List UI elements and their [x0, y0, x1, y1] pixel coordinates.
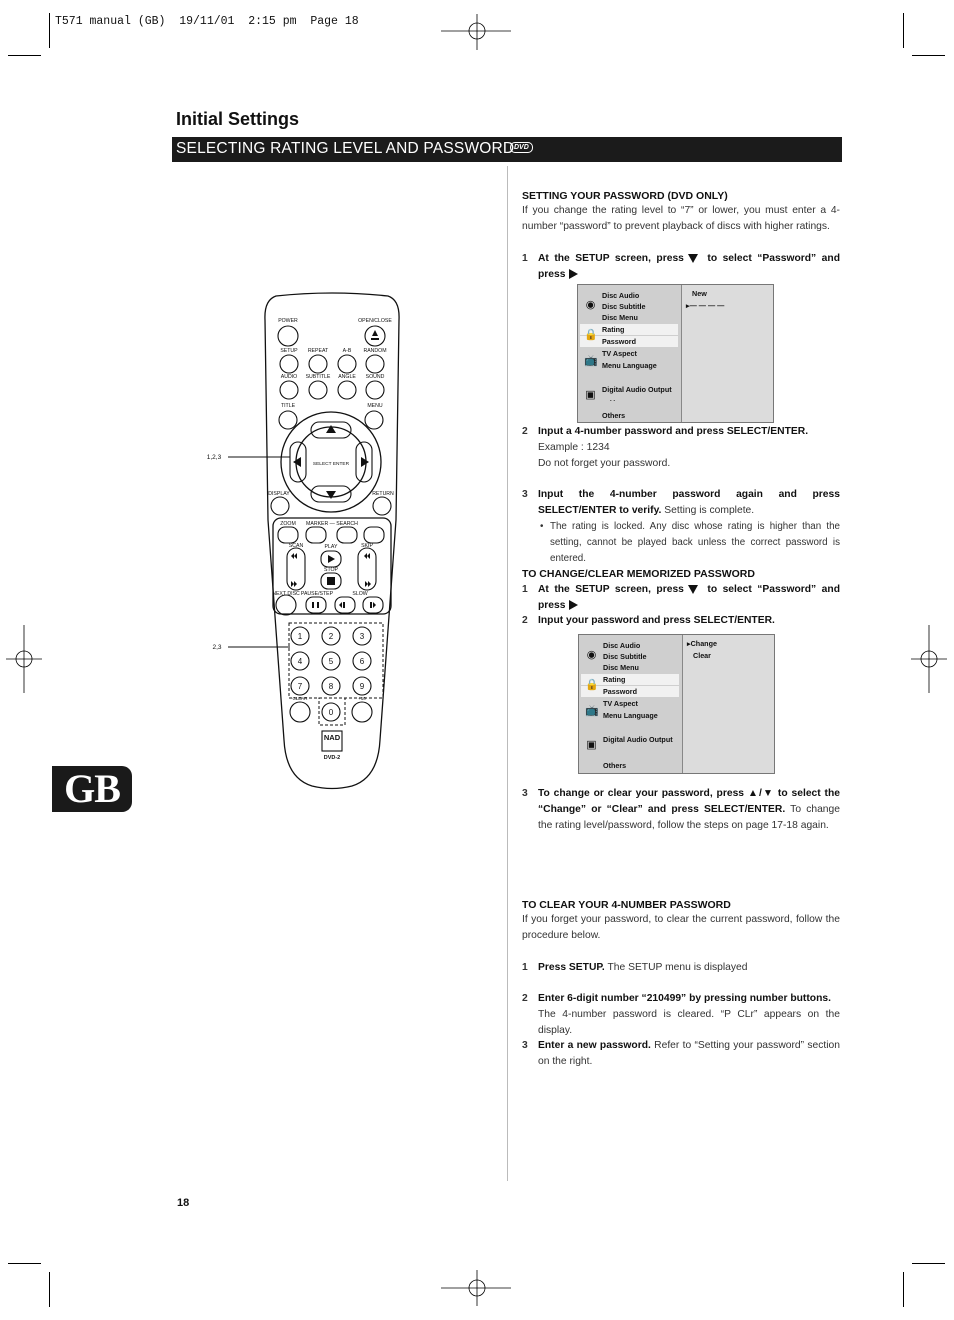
menu-item-tv-aspect[interactable]: TV Aspect: [603, 699, 638, 708]
menu-item-menu-language[interactable]: Menu Language: [602, 361, 657, 370]
angle-button[interactable]: [338, 381, 356, 399]
setting-step-1: [522, 251, 840, 283]
disc-icon: ◉: [586, 649, 597, 661]
menu-item-disc-subtitle[interactable]: Disc Subtitle: [602, 302, 646, 311]
step-text: Setting is complete.: [664, 505, 755, 516]
remote-angle-label: ANGLE: [338, 374, 356, 380]
column-divider: [507, 166, 508, 1181]
search-button[interactable]: [337, 527, 357, 543]
digit-2-button[interactable]: 2: [328, 632, 334, 641]
random-button[interactable]: [366, 355, 384, 373]
digit-1-button[interactable]: 1: [297, 632, 303, 641]
model-label: DVD-2: [323, 755, 341, 761]
step-text: Input a 4-number password and press SELECT/ENTER.: [538, 426, 809, 437]
menu-item-digital-audio-output[interactable]: Digital Audio Output: [602, 385, 672, 394]
remote-power-label: POWER: [278, 318, 298, 324]
pause-step-button[interactable]: [306, 597, 326, 613]
menu-item-password[interactable]: Password: [602, 337, 636, 346]
a-b-button[interactable]: [338, 355, 356, 373]
clear-password-intro: If you forget your password, to clear the current password, follow the procedure below.: [522, 914, 840, 941]
digit-7-button[interactable]: 7: [297, 682, 303, 691]
digit-0-button[interactable]: 0: [328, 708, 334, 717]
language-tab: GB: [52, 766, 132, 812]
callout-1-2-3: 1,2,3: [206, 454, 222, 461]
plus10-button[interactable]: [352, 702, 372, 722]
digit-4-button[interactable]: 4: [297, 657, 303, 666]
page-title: Initial Settings: [176, 109, 300, 129]
step-text: Input the 4-number password again and press SELECT/ENTER to verify.: [538, 489, 840, 516]
option-clear[interactable]: Clear: [693, 651, 711, 660]
menu-item-disc-subtitle[interactable]: Disc Subtitle: [603, 652, 647, 661]
print-header: T571 manual (GB) 19/11/01 2:15 pm Page 18: [55, 15, 359, 28]
menu-button[interactable]: [365, 411, 383, 429]
speaker-icon: ▣: [586, 739, 597, 751]
lock-icon: 🔒: [585, 679, 599, 691]
digit-9-button[interactable]: 9: [359, 682, 365, 691]
menu-item-others[interactable]: Others: [602, 411, 626, 420]
digit-6-button[interactable]: 6: [359, 657, 365, 666]
step-text: To change the rating level/password, follow the steps on page 17-18 again.: [538, 804, 840, 831]
down-arrow-icon: [688, 585, 698, 594]
extra-button[interactable]: [364, 527, 384, 543]
step-example: Example : 1234: [538, 442, 610, 453]
remote-zoom-label: ZOOM: [280, 521, 296, 527]
step-text: The 4-number password is cleared. “P CLr” appears on the display.: [538, 1009, 840, 1036]
remote-plus10-label: +10: [358, 696, 366, 701]
zoom-button[interactable]: [278, 527, 298, 543]
subtitle-button[interactable]: [309, 381, 327, 399]
sound-button[interactable]: [366, 381, 384, 399]
step-number: 1: [522, 253, 528, 264]
step-number: 3: [522, 788, 528, 799]
title-button[interactable]: [279, 411, 297, 429]
digit-8-button[interactable]: 8: [328, 682, 334, 691]
step-number: 2: [522, 993, 528, 1004]
step-text: Enter 6-digit number “210499” by pressing number buttons.: [538, 993, 831, 1004]
remote-play-label: PLAY: [324, 544, 338, 550]
step-text: Input your password and press SELECT/ENTER.: [538, 615, 775, 626]
setting-password-intro: If you change the rating level to “7” or lower, you must enter a 4-number “password” to prevent playback of discs with higher ratings.: [522, 205, 840, 232]
remote-marker-search-label: MARKER — SEARCH: [306, 521, 358, 527]
power-button[interactable]: [278, 326, 298, 346]
remote-open-close-label: OPEN/CLOSE: [358, 318, 392, 324]
nad-logo: NAD: [323, 733, 341, 742]
remote-clear-label: CLEAR: [292, 696, 308, 701]
menu-new-label: New: [692, 289, 707, 298]
change-step-2: [522, 613, 840, 629]
digit-3-button[interactable]: 3: [359, 632, 365, 641]
menu-item-disc-audio[interactable]: Disc Audio: [603, 641, 641, 650]
marker-button[interactable]: [306, 527, 326, 543]
password-entry-field[interactable]: ▸— — — —: [686, 301, 725, 310]
right-arrow-icon: [569, 600, 578, 610]
speaker-icon: ▣: [585, 389, 596, 401]
step-text: The SETUP menu is displayed: [607, 962, 748, 973]
step-text: At the SETUP screen, press: [538, 253, 684, 264]
step-number: 2: [522, 426, 528, 437]
step-text: At the SETUP screen, press: [538, 584, 684, 595]
remote-slow-label: SLOW: [352, 591, 368, 597]
remote-audio-label: AUDIO: [280, 374, 298, 380]
digit-5-button[interactable]: 5: [328, 657, 334, 666]
change-clear-heading: TO CHANGE/CLEAR MEMORIZED PASSWORD: [522, 568, 755, 580]
step-text: Enter a new password.: [538, 1040, 651, 1051]
clear-step-3: [522, 1038, 840, 1070]
setting-password-heading: SETTING YOUR PASSWORD (DVD ONLY): [522, 190, 728, 202]
step-text: Press SETUP.: [538, 962, 605, 973]
dvd-logo-icon: DVD: [510, 142, 533, 153]
step-text: Refer to “Setting your password” section on the right.: [538, 1040, 840, 1067]
remote-setup-label: SETUP: [280, 348, 298, 354]
step-number: 3: [522, 489, 528, 500]
menu-item-rating[interactable]: Rating: [602, 325, 625, 334]
remote-return-label: RETURN: [372, 491, 394, 497]
clear-password-heading: TO CLEAR YOUR 4-NUMBER PASSWORD: [522, 899, 731, 911]
section-banner-text: SELECTING RATING LEVEL AND PASSWORD: [176, 140, 515, 157]
clear-button[interactable]: [290, 702, 310, 722]
remote-random-label: RANDOM: [363, 348, 387, 354]
menu-item-disc-audio[interactable]: Disc Audio: [602, 291, 640, 300]
step-text: To change or clear your password, press ▲/▼ to select the “Change” or “Clear” and press SELECT/ENTER.: [538, 788, 840, 815]
remote-scan-label: SCAN: [288, 543, 304, 549]
step-note: Do not forget your password.: [538, 458, 671, 469]
lock-icon: 🔒: [584, 329, 598, 341]
remote-stop-label: STOP: [323, 567, 339, 573]
callout-2-3: 2,3: [212, 644, 222, 651]
setup-menu-screen-2: [578, 634, 775, 774]
remote-skip-label: SKIP: [361, 543, 373, 549]
remote-title-label: TITLE: [280, 403, 296, 409]
remote-repeat-label: REPEAT: [307, 348, 329, 354]
step-number: 1: [522, 584, 528, 595]
right-arrow-icon: [569, 269, 578, 279]
setup-menu-screen-1: [577, 284, 774, 423]
remote-select-enter-label: SELECT ENTER: [312, 462, 350, 467]
menu-item-disc-menu[interactable]: Disc Menu: [602, 313, 638, 322]
menu-item-digital-audio-output[interactable]: Digital Audio Output: [603, 735, 673, 744]
change-step-1: [522, 582, 840, 614]
menu-item-menu-language[interactable]: Menu Language: [603, 711, 658, 720]
remote-display-label: DISPLAY: [268, 491, 290, 497]
remote-menu-label: MENU: [367, 403, 383, 409]
remote-ab-label: A-B: [342, 348, 352, 354]
display-button[interactable]: [271, 497, 289, 515]
down-arrow-icon: [688, 254, 698, 263]
remote-control: [196, 290, 408, 796]
setting-step-2: [522, 424, 840, 472]
menu-item-password[interactable]: Password: [603, 687, 637, 696]
clear-step-2: [522, 991, 840, 1039]
tv-icon: 📺: [584, 355, 598, 367]
return-button[interactable]: [373, 497, 391, 515]
step-number: 2: [522, 615, 528, 626]
remote-pause-step-label: PAUSE/STEP: [300, 591, 334, 597]
remote-subtitle-label: SUBTITLE: [305, 374, 331, 380]
audio-button[interactable]: [280, 381, 298, 399]
next-disc-button[interactable]: [276, 595, 296, 615]
section-banner: [172, 137, 842, 162]
menu-item-rating[interactable]: Rating: [603, 675, 626, 684]
step-number: 3: [522, 1040, 528, 1051]
clear-step-1: [522, 960, 840, 976]
menu-item-disc-menu[interactable]: Disc Menu: [603, 663, 639, 672]
menu-dots: . .: [610, 397, 616, 403]
disc-icon: ◉: [585, 299, 596, 311]
change-step-3: [522, 786, 840, 834]
page-number: 18: [177, 1197, 190, 1209]
remote-next-disc-label: NEXT DISC: [272, 591, 300, 597]
option-change[interactable]: ▸Change: [687, 639, 717, 648]
step-text: to select “Password” and press: [538, 584, 840, 611]
menu-item-others[interactable]: Others: [603, 761, 627, 770]
menu-item-tv-aspect[interactable]: TV Aspect: [602, 349, 637, 358]
setting-step-3: [522, 487, 840, 567]
step-text: to select “Password” and press: [538, 253, 840, 280]
setup-button[interactable]: [280, 355, 298, 373]
remote-sound-label: SOUND: [365, 374, 385, 380]
tv-icon: 📺: [585, 705, 599, 717]
step-number: 1: [522, 962, 528, 973]
step-bullet: • The rating is locked. Any disc whose rating is higher than the setting, cannot be played back unless the correct password is entered.: [538, 519, 840, 567]
repeat-button[interactable]: [309, 355, 327, 373]
